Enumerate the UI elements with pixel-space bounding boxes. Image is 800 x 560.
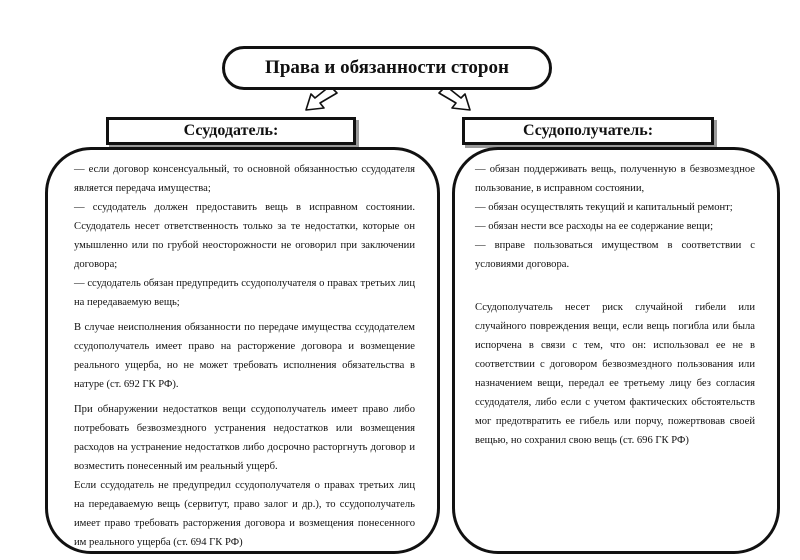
borrower-duty-item: — обязан нести все расходы на ее содержание вещи; (475, 221, 714, 232)
lender-consequence-paragraph: В случае неисполнения обязанности по передаче имущества ссудодателем ссудополучатель имеет право на расторжение договора и возмещение реального ущерба, но не может требовать исполнения обязательства в натуре (ст. 692 ГК РФ). (74, 322, 415, 390)
lender-duty-item: — ссудодатель обязан предупредить ссудополучателя о правах третьих лиц на передаваемую вещь; (74, 278, 415, 308)
lender-duty-item: — ссудодатель должен предоставить вещь в исправном состоянии. Ссудодатель несет ответственность только за те недостатки, которые он умышленно или по грубой неосторожности не оговорил при заключении договора; (74, 202, 415, 270)
borrower-risk-paragraph: Ссудополучатель несет риск случайной гибели или случайного повреждения вещи, если вещь погибла или была испорчена в связи с тем, что он: использовал ее не в соответствии с договором безвозмездного пользования или назначением вещи, передал ее третьему лицу без согласия ссудодателя, либо если с учетом фактических обстоятельств мог предотвратить ее гибель или порчу, пожертвовав своей вещью, но сохранил свою вещь (ст. 696 ГК РФ) (475, 302, 755, 446)
lender-consequence-paragraph: При обнаружении недостатков вещи ссудополучатель имеет право либо потребовать безвозмездного устранения недостатков или возмещения расходов на устранение недостатков либо досрочно расторгнуть договор и возместить понесенный им реальный ущерб. (74, 404, 415, 472)
borrower-duty-item: — вправе пользоваться имуществом в соответствии с условиями договора. (475, 240, 755, 270)
borrower-header: Ссудополучатель: (462, 117, 714, 145)
lender-header: Ссудодатель: (106, 117, 356, 145)
borrower-duty-item: — обязан осуществлять текущий и капитальный ремонт; (475, 202, 733, 213)
borrower-panel (452, 147, 780, 554)
lender-panel (45, 147, 440, 554)
borrower-duty-item: — обязан поддерживать вещь, полученную в безвозмездное пользование, в исправном состоянии, (475, 164, 755, 194)
lender-duty-item: — если договор консенсуальный, то основной обязанностью ссудодателя является передача имущества; (74, 164, 415, 194)
diagram-title: Права и обязанности сторон (222, 46, 552, 90)
lender-consequence-paragraph: Если ссудодатель не предупредил ссудополучателя о правах третьих лиц на передаваемую вещь (сервитут, право залог и др.), то ссудополучатель имеет право требовать расторжения договора и возмещения понесенного им реального ущерба (ст. 694 ГК РФ) (74, 480, 415, 548)
